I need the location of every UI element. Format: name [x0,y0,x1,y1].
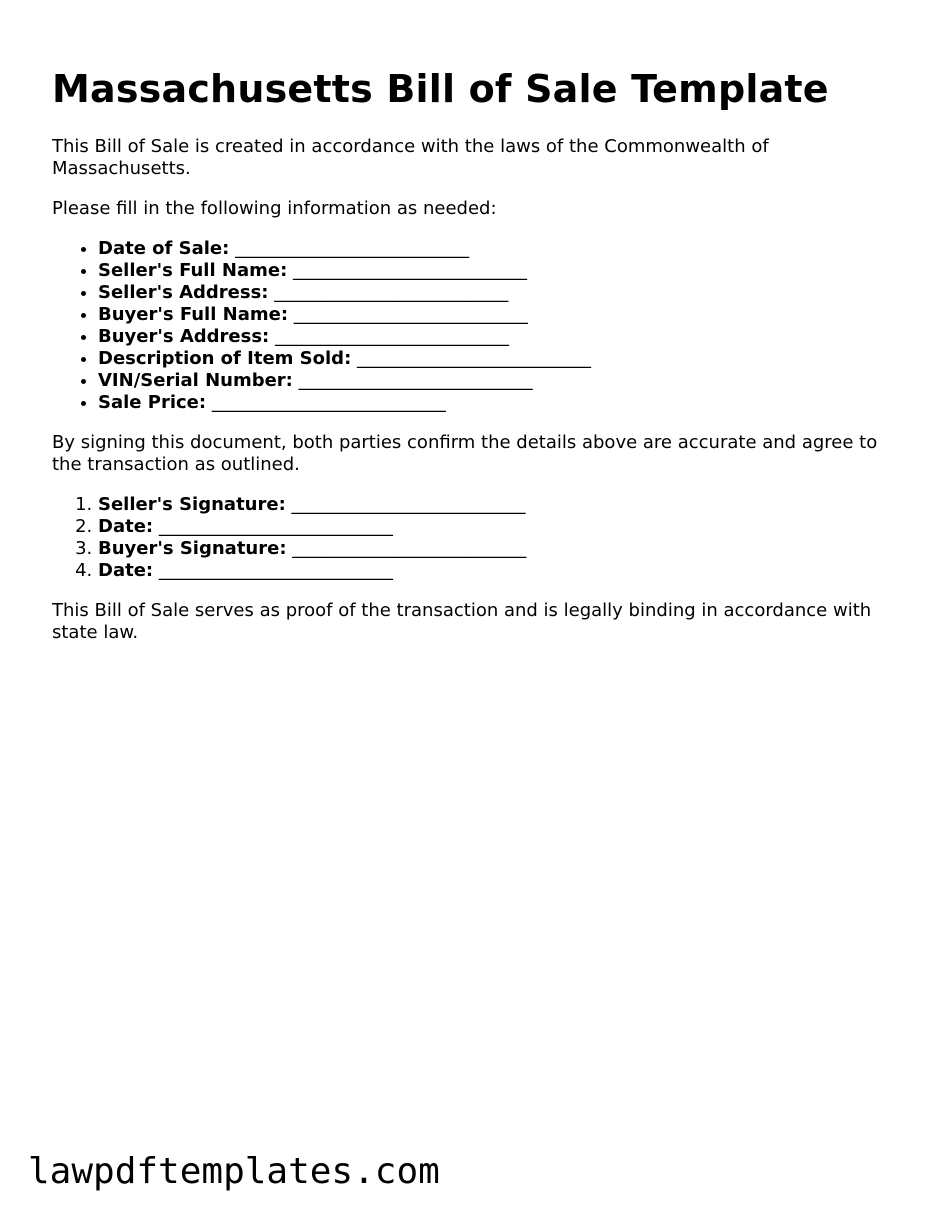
field-label-item-description: Description of Item Sold: [98,348,352,369]
field-label-sale-price: Sale Price: [98,392,207,413]
closing-paragraph: This Bill of Sale serves as proof of the transaction and is legally binding in accordance with state law. [52,600,872,643]
list-item [98,538,892,560]
blank-line: __________________________ [235,238,470,259]
blank-line: __________________________ [357,348,591,369]
intro-paragraph: This Bill of Sale is created in accordance with the laws of the Commonwealth of Massachusetts. [52,136,769,179]
blank-line: __________________________ [298,370,533,391]
confirmation-paragraph: By signing this document, both parties confirm the details above are accurate and agree to the transaction as outlined. [52,432,878,475]
blank-line: __________________________ [293,260,528,281]
watermark-footer: lawpdftemplates.com [28,1151,440,1192]
list-item [98,260,892,282]
field-label-vin-serial: VIN/Serial Number: [98,370,293,391]
list-item [98,238,892,260]
blank-line: __________________________ [274,282,509,303]
instructions-paragraph: Please fill in the following information as needed: [52,198,497,219]
list-item [98,282,892,304]
blank-line: __________________________ [293,304,528,325]
list-item [98,348,892,370]
list-item [98,560,892,582]
sig-label-seller-signature: Seller's Signature: [98,494,286,515]
list-item [98,516,892,538]
page-title: Massachusetts Bill of Sale Template [52,67,829,111]
document-page [52,64,892,644]
field-label-date-of-sale: Date of Sale: [98,238,230,259]
field-label-seller-address: Seller's Address: [98,282,269,303]
field-label-seller-name: Seller's Full Name: [98,260,288,281]
list-item [98,326,892,348]
sig-label-seller-date: Date: [98,516,154,537]
signature-list [52,494,892,582]
blank-line: __________________________ [292,538,527,559]
blank-line: __________________________ [275,326,509,347]
list-item [98,370,892,392]
blank-line: __________________________ [158,560,393,581]
field-label-buyer-address: Buyer's Address: [98,326,270,347]
list-item [98,392,892,414]
sale-details-list [52,238,892,414]
blank-line: __________________________ [158,516,393,537]
list-item [98,494,892,516]
blank-line: __________________________ [211,392,446,413]
field-label-buyer-name: Buyer's Full Name: [98,304,289,325]
sig-label-buyer-signature: Buyer's Signature: [98,538,287,559]
blank-line: __________________________ [291,494,526,515]
sig-label-buyer-date: Date: [98,560,154,581]
list-item [98,304,892,326]
